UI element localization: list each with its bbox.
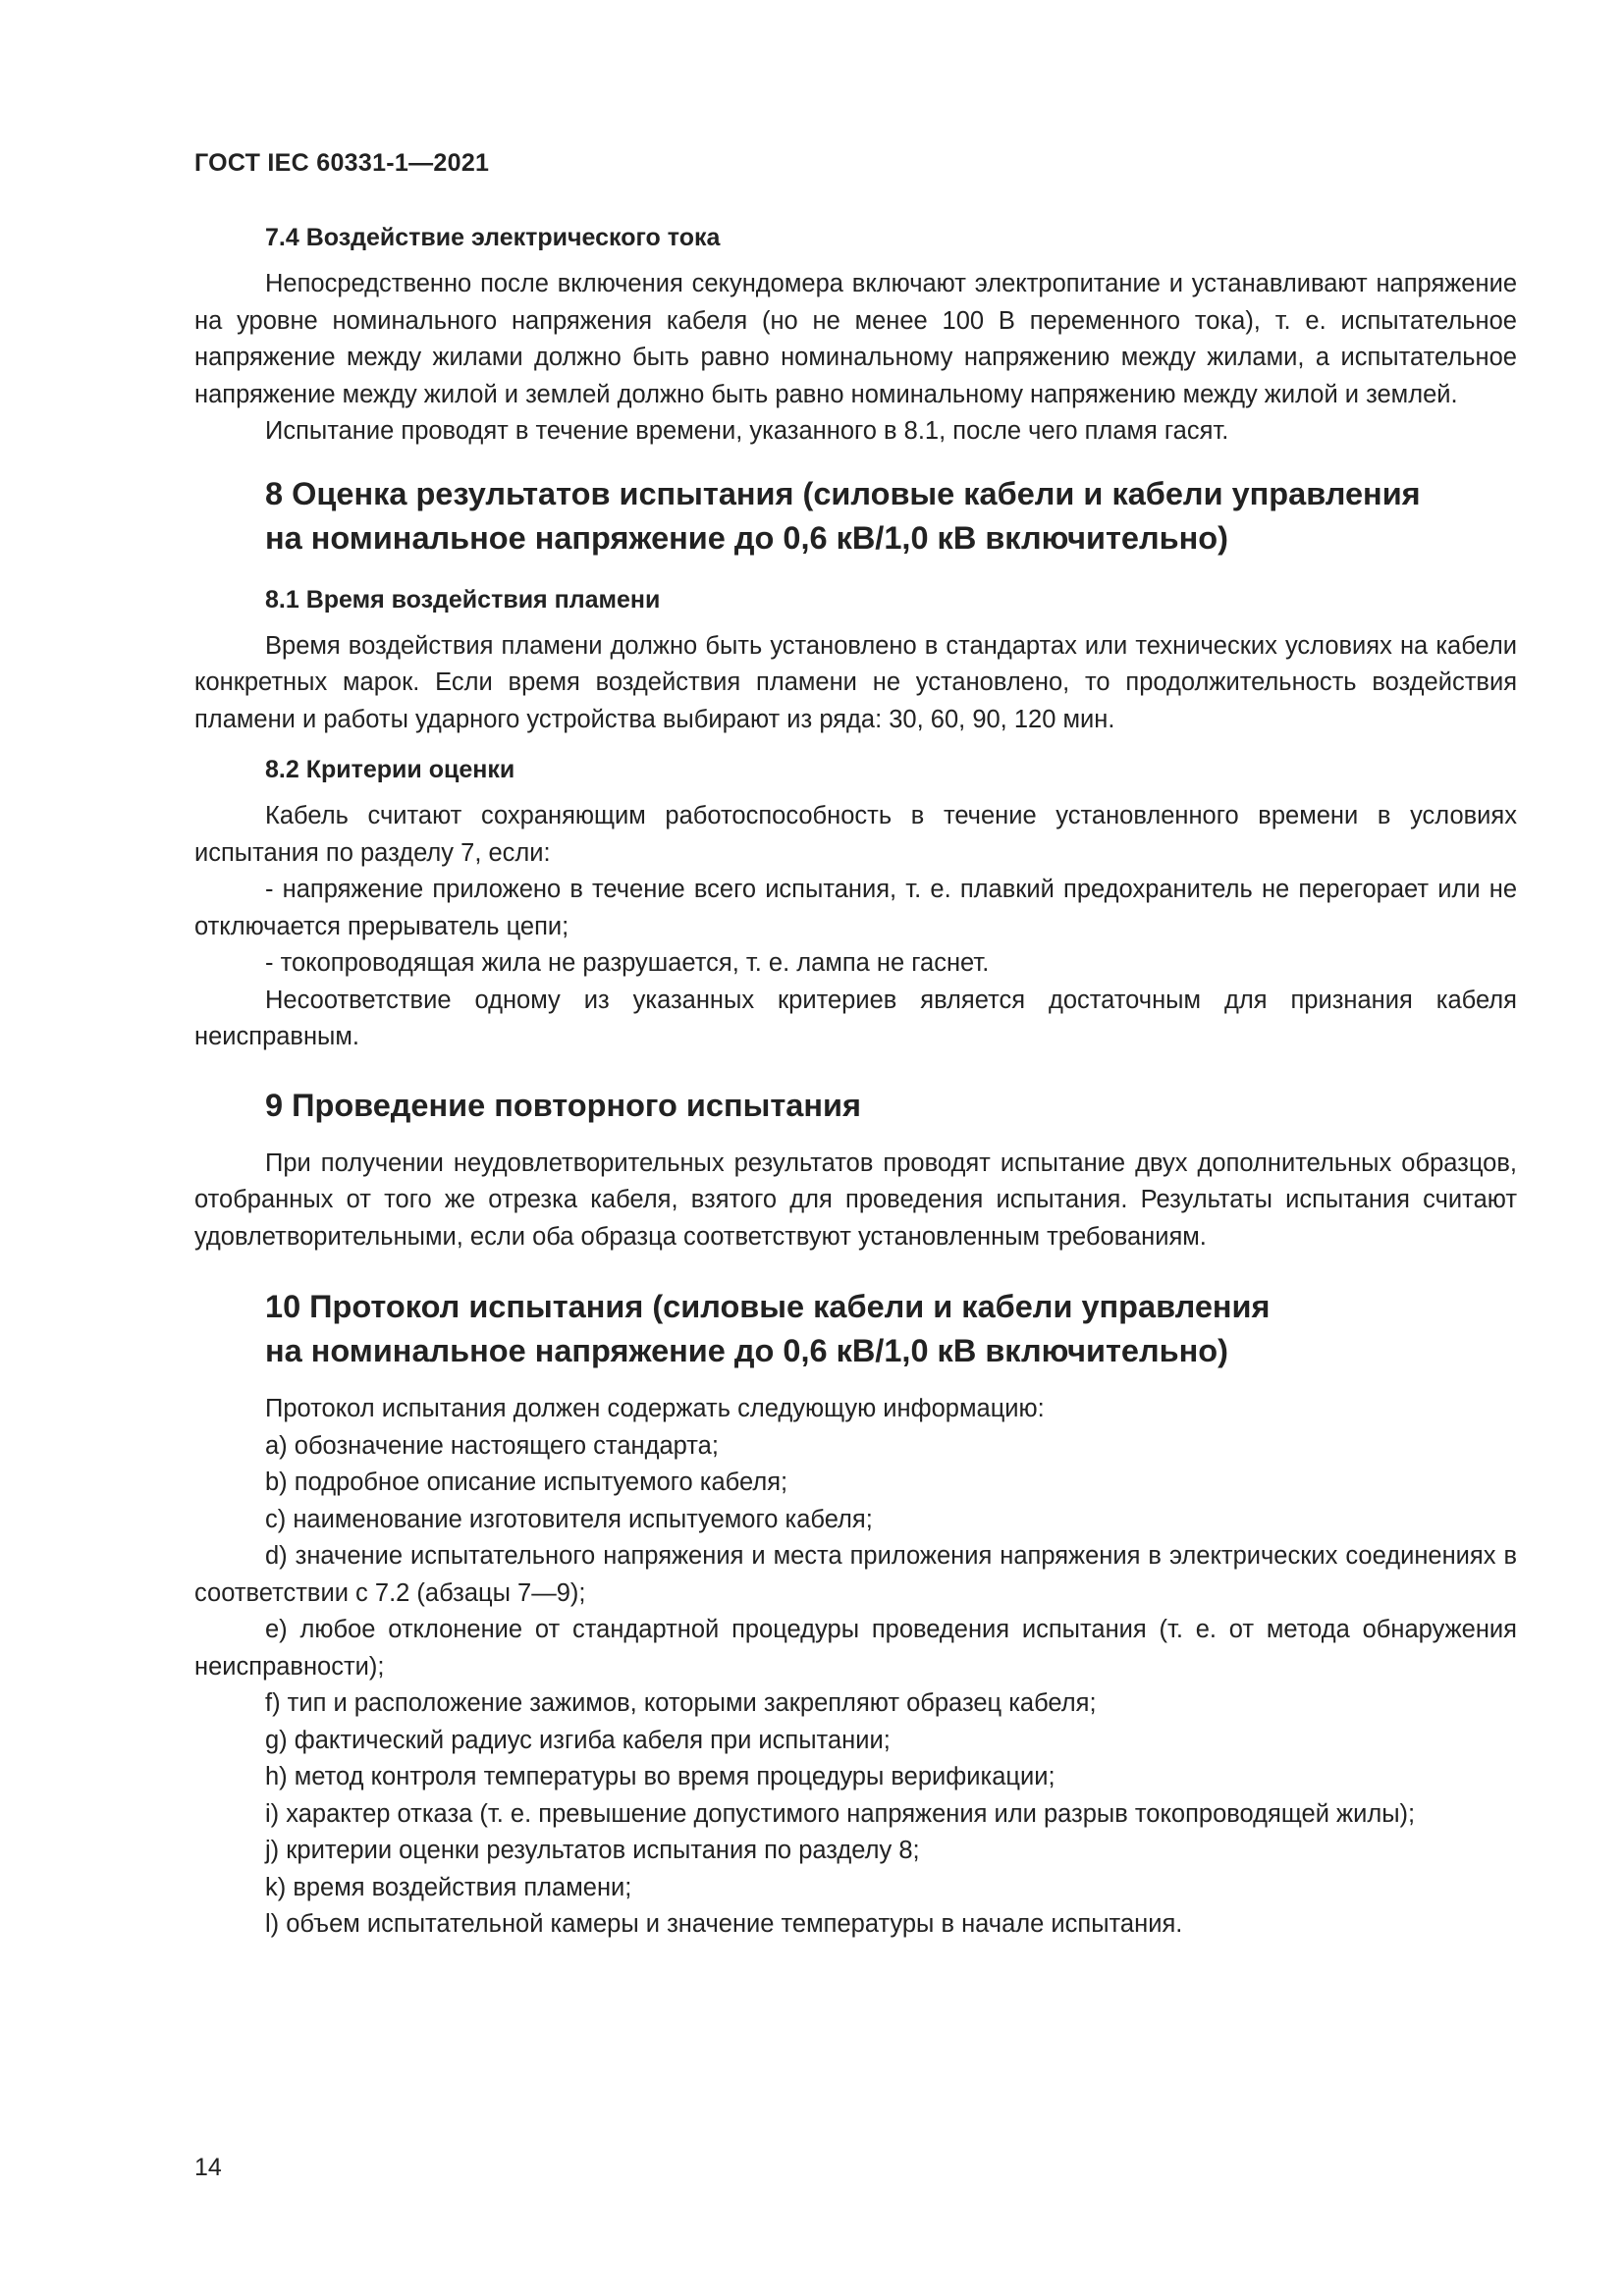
protocol-item-f: f) тип и расположение зажимов, которыми закрепляют образец кабеля; — [265, 1689, 1097, 1717]
section-8-2-criterion-2: - токопроводящая жила не разрушается, т. е. лампа не гаснет. — [265, 949, 990, 977]
protocol-item-e: e) любое отклонение от стандартной процедуры проведения испытания (т. е. от метода обнаружения неисправности); — [194, 1616, 1517, 1681]
protocol-item-l: l) объем испытательной камеры и значение температуры в начале испытания. — [265, 1910, 1183, 1938]
protocol-item-a: а) обозначение настоящего стандарта; — [265, 1431, 719, 1460]
section-7-4-heading: 7.4 Воздействие электрического тока — [265, 224, 721, 251]
section-8-2-paragraph-2: Несоответствие одному из указанных критериев является достаточным для признания кабеля неисправным. — [194, 986, 1517, 1050]
section-7-4-paragraph-2: Испытание проводят в течение времени, указанного в 8.1, после чего пламя гасят. — [265, 417, 1229, 445]
section-10-intro: Протокол испытания должен содержать следующую информацию: — [265, 1395, 1045, 1422]
section-9-paragraph: При получении неудовлетворительных результатов проводят испытание двух дополнительных образцов, отобранных от того же отрезка кабеля, взятого для проведения испытания. Результаты испытания считают удовлетворительными, если оба образца соответствуют установленным требованиям. — [194, 1148, 1517, 1251]
section-7-4-paragraph-1: Непосредственно после включения секундомера включают электропитание и устанавливают напряжение на уровне номинального напряжения кабеля (но не менее 100 В переменного тока), т. е. испытательное напряжение между жилами должно быть равно номинальному напряжению между жилами, а испытательное напряжение между жилой и землей должно быть равно номинальному напряжению между жилой и землей. — [194, 270, 1517, 408]
protocol-item-g: g) фактический радиус изгиба кабеля при испытании; — [265, 1726, 891, 1754]
section-9-heading: 9 Проведение повторного испытания — [265, 1087, 861, 1123]
section-8-heading — [194, 472, 1517, 561]
section-8-2-paragraph-1: Кабель считают сохраняющим работоспособность в течение установленного времени в условиях испытания по разделу 7, если: — [194, 802, 1517, 867]
page-number: 14 — [194, 2154, 222, 2181]
page-content — [194, 220, 1517, 1944]
protocol-item-j: j) критерии оценки результатов испытания по разделу 8; — [265, 1837, 920, 1864]
section-10-heading-line-1: 10 Протокол испытания (силовые кабели и кабели управления — [265, 1289, 1271, 1324]
section-10-heading-line-2: на номинальное напряжение до 0,6 кВ/1,0 кВ включительно) — [265, 1333, 1228, 1368]
protocol-item-c: c) наименование изготовителя испытуемого кабеля; — [265, 1505, 873, 1533]
section-8-heading-line-2: на номинальное напряжение до 0,6 кВ/1,0 кВ включительно) — [265, 519, 1228, 556]
section-8-1-paragraph: Время воздействия пламени должно быть установлено в стандартах или технических условиях на кабели конкретных марок. Если время воздействия пламени не установлено, то продолжительность воздействия пламени и работы ударного устройства выбирают из ряда: 30, 60, 90, 120 мин. — [194, 631, 1517, 733]
section-8-1-heading: 8.1 Время воздействия пламени — [265, 585, 661, 614]
document-code-header: ГОСТ IEC 60331-1—2021 — [194, 149, 490, 177]
protocol-item-k: k) время воздействия пламени; — [265, 1873, 632, 1901]
section-8-2-heading: 8.2 Критерии оценки — [265, 756, 515, 783]
protocol-item-h: h) метод контроля температуры во время процедуры верификации; — [265, 1763, 1056, 1790]
protocol-item-b: b) подробное описание испытуемого кабеля; — [265, 1468, 788, 1496]
section-10-heading — [194, 1285, 1517, 1373]
protocol-item-d: d) значение испытательного напряжения и места приложения напряжения в электрических соединениях в соответствии с 7.2 (абзацы 7—9); — [194, 1542, 1517, 1607]
protocol-item-i: i) характер отказа (т. е. превышение допустимого напряжения или разрыв токопроводящей жилы); — [265, 1799, 1416, 1828]
section-8-heading-line-1: 8 Оценка результатов испытания (силовые кабели и кабели управления — [265, 475, 1421, 511]
section-8-2-criterion-1: - напряжение приложено в течение всего испытания, т. е. плавкий предохранитель не перегорает или не отключается прерыватель цепи; — [194, 876, 1517, 940]
